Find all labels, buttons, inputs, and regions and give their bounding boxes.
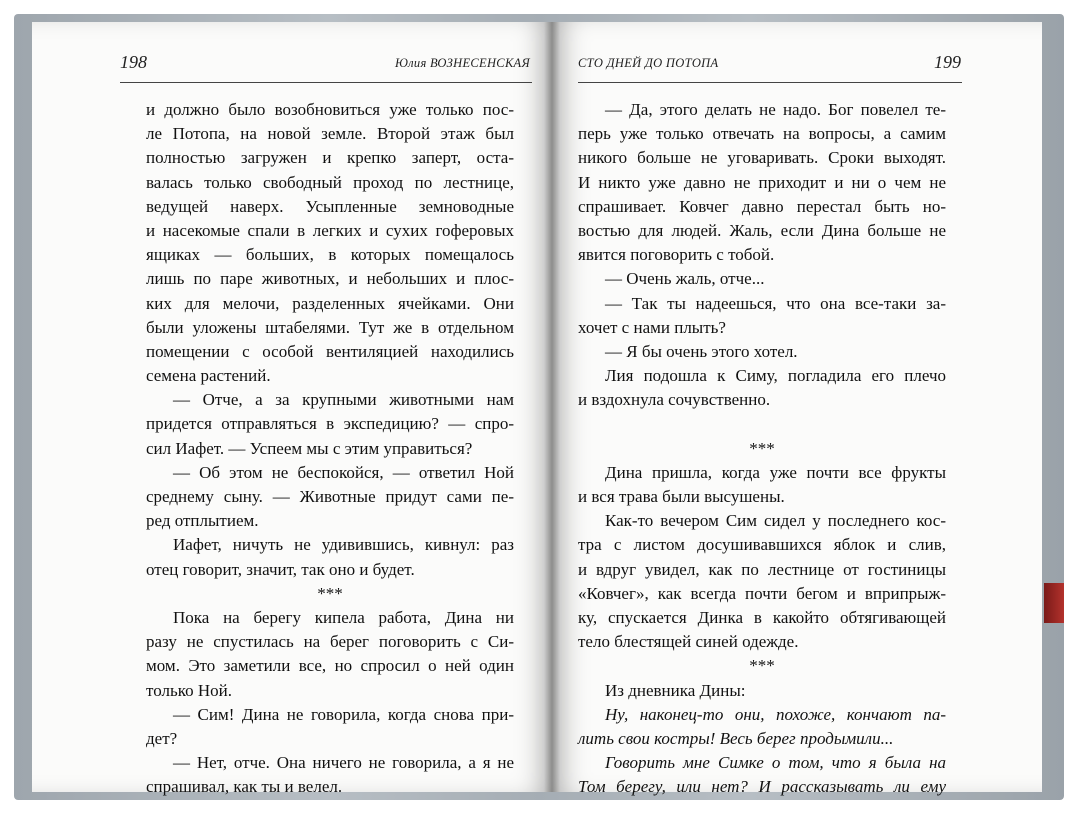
text-line: И никто уже давно не приходит и ни о чем не (578, 172, 946, 192)
text-line: и вздохнула сочувственно. (578, 390, 771, 410)
text-line: сил Иафет. — Успеем мы с этим управиться? (146, 438, 473, 458)
text-line: — Об этом не беспокойся, — ответил Ной (173, 462, 514, 482)
right-header-rule (578, 82, 962, 83)
left-page-text (146, 98, 514, 799)
text-line: Лия подошла к Симу, погладила его плечо (605, 366, 946, 386)
text-line: придется отправляться в экспедицию? — спро- (146, 414, 514, 434)
text-line: спрашивал, как ты и велел. (146, 777, 343, 797)
left-page-header (120, 52, 530, 76)
text-line: — Нет, отче. Она ничего не говорила, а я не (173, 753, 514, 773)
section-break-asterisks: *** (749, 656, 775, 676)
text-line: только Ной. (146, 680, 232, 700)
text-line: ких для мелочи, разделенных ячейками. Они (146, 293, 514, 313)
text-line: хочет с нами плыть? (578, 317, 726, 337)
right-running-head: СТО ДНЕЙ ДО ПОТОПА (578, 56, 719, 70)
text-line: — Очень жаль, отче... (605, 269, 765, 289)
text-line: семена растений. (146, 366, 271, 386)
text-line: ящиках — больших, в которых помещалось (146, 245, 514, 265)
section-break-asterisks: *** (749, 438, 775, 458)
right-page-header (578, 52, 961, 76)
text-line: «Ковчег», как всегда почти бегом и вприпрыж- (578, 583, 946, 603)
text-line: — Да, этого делать не надо. Бог повелел те- (605, 100, 946, 119)
text-line: явится поговорить с тобой. (578, 245, 775, 265)
text-line: спрашивает. Ковчег давно перестал быть но- (578, 196, 946, 216)
text-line: тра с листом досушивавшихся яблок и слив, (578, 535, 946, 555)
text-line: Из дневника Дины: (605, 680, 746, 700)
text-line: — Сим! Дина не говорила, когда снова при- (173, 704, 514, 724)
text-line: лишь по паре животных, и небольших и плос- (146, 269, 514, 289)
text-line: были уложены штабелями. Тут же в отдельном (146, 317, 514, 337)
left-header-rule (120, 82, 532, 83)
right-page-text (578, 98, 946, 799)
right-page-number: 199 (934, 52, 961, 72)
text-line: тело блестящей синей одежде. (578, 632, 799, 652)
text-line: Дина пришла, когда уже почти все фрукты (605, 462, 946, 482)
text-line: ку, спускается Динка в какойто обтягивающей (578, 607, 946, 627)
text-line: ле Потопа, на новой земле. Второй этаж был (146, 124, 514, 144)
text-line: и насекомые спали в легких и сухих гоферовых (146, 220, 514, 240)
text-line: и вся трава были высушены. (578, 487, 785, 506)
book-spine-shadow (544, 22, 560, 792)
text-line: перь уже только отвечать на вопросы, а самим (578, 124, 946, 144)
text-line: Как-то вечером Сим сидел у последнего кос- (605, 511, 946, 531)
text-line: и вдруг увидел, как по лестнице от гостиницы (578, 559, 946, 579)
text-line: помещении с особой вентиляцией находились (146, 341, 514, 361)
text-line: и должно было возобновиться уже только пос- (146, 100, 514, 119)
text-line: полностью загружен и крепко заперт, оста- (146, 148, 514, 168)
text-line: востью для людей. Жаль, если Дина больше не (578, 220, 946, 240)
text-line: ред отплытием. (146, 511, 259, 531)
text-line: разу не спустилась на берег поговорить с Си- (146, 632, 514, 652)
text-line: Иафет, ничуть не удивившись, кивнул: раз (173, 535, 514, 555)
text-line: отец говорит, значит, так оно и будет. (146, 559, 415, 579)
text-line: мом. Это заметили все, но спросил о ней один (146, 656, 514, 676)
text-line: ведущей наверх. Усыпленные земноводные (146, 196, 514, 216)
text-line: — Отче, а за крупными животными нам (173, 390, 514, 410)
section-break-asterisks: *** (317, 583, 343, 603)
diary-text-line: Говорить мне Симке о том, что я была на (605, 753, 946, 773)
text-line: — Так ты надеешься, что она все-таки за- (605, 293, 946, 313)
left-page-number: 198 (120, 52, 147, 72)
diary-text-line: Том берегу, или нет? И рассказывать ли ему (578, 777, 946, 797)
diary-text-line: Ну, наконец-то они, похоже, кончают па- (605, 704, 946, 724)
text-line: дет? (146, 728, 178, 748)
blank-line (578, 412, 946, 436)
left-running-head: Юлия ВОЗНЕСЕНСКАЯ (394, 56, 530, 70)
text-line: — Я бы очень этого хотел. (605, 341, 798, 361)
text-line: никого больше не уговаривать. Сроки выходят. (578, 148, 946, 168)
diary-text-line: лить свои костры! Весь берег продымили... (578, 728, 894, 748)
bookmark-ribbon (1044, 583, 1064, 623)
text-line: валась только свободный проход по лестнице, (146, 172, 514, 192)
text-line: Пока на берегу кипела работа, Дина ни (173, 607, 514, 627)
text-line: среднему сыну. — Животные придут сами пе- (146, 487, 514, 506)
